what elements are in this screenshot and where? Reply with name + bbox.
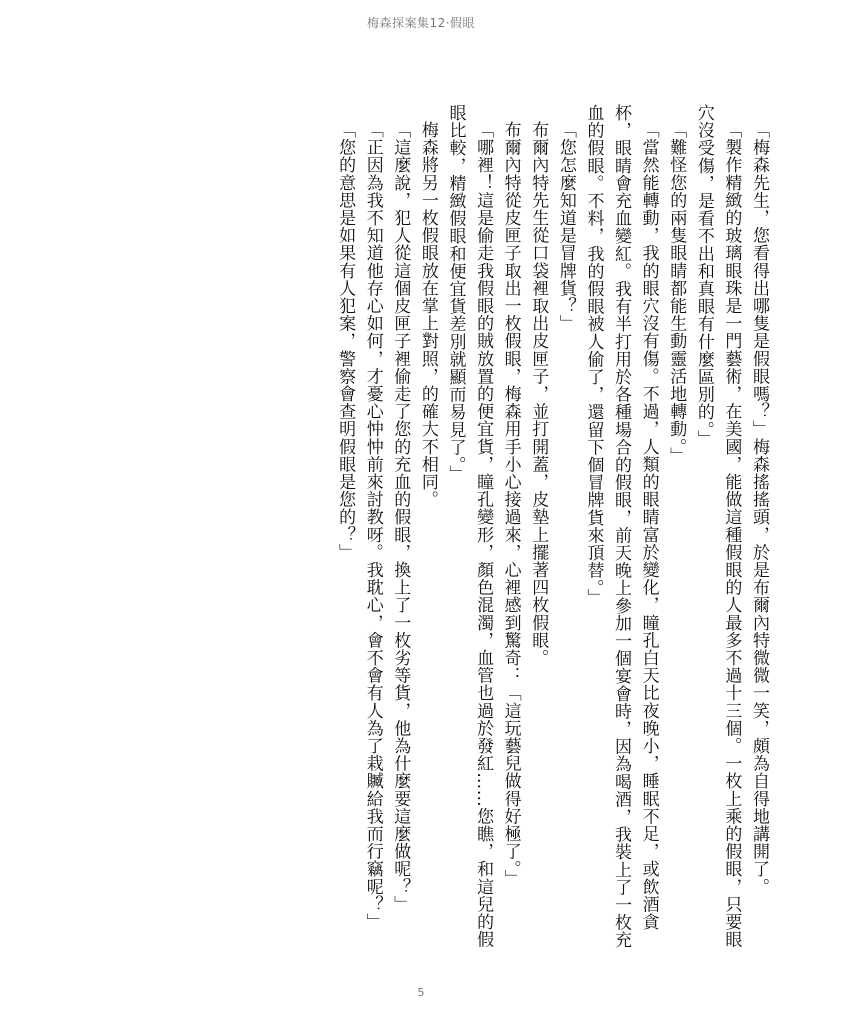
paragraph: 「難怪您的兩隻眼睛都能生動靈活地轉動。」 (666, 121, 687, 465)
vertical-text-body (122, 104, 772, 964)
running-header: 梅森探案集12·假眼 (366, 16, 476, 30)
paragraph: 「當然能轉動，我的眼穴沒有傷。不過，人類的眼睛富於變化，瞳孔白天比夜晚小，睡眠不足，或飲酒貪杯，眼睛會充血變紅。我有半打用於各種場合的假眼，前天晚上參加一個宴會時，因為喝酒，我裝上了一枚充血的假眼。不料，我的假眼被人偷了，還留下個冒牌貨來頂替。」 (583, 104, 659, 949)
paragraph: 梅森將另一枚假眼放在掌上對照，的確大不相同。 (417, 121, 438, 509)
paragraph: 「梅森先生，您看得出哪隻是假眼嗎？」梅森搖搖頭，於是布爾內特微微一笑，頗為自得地講開了。 (749, 121, 769, 896)
paragraph: 「您的意思是如果有人犯案，警察會查明假眼是您的？」 (335, 121, 356, 561)
paragraph: 布爾內特從皮匣子取出一枚假眼，梅森用手小心接過來，心裡感到驚奇：「這玩藝兒做得好極了。」 (500, 121, 521, 887)
paragraph: 「製作精緻的玻璃眼珠是一門藝術，在美國，能做這種假眼的人最多不過十三個。一枚上乘的假眼，只要眼穴沒受傷，是看不出和真眼有什麼區別的。」 (693, 104, 742, 949)
paragraph: 布爾內特先生從口袋裡取出皮匣子，並打開蓋，皮墊上擺著四枚假眼。 (528, 121, 549, 667)
page-number: 5 (417, 986, 425, 999)
paragraph: 「這麼說，犯人從這個皮匣子裡偷走了您的充血的假眼，換上了一枚劣等貨，他為什麼要這麼做呢？」 (390, 121, 411, 913)
paragraph: 「您怎麼知道是冒牌貨？」 (555, 121, 576, 333)
paragraph: 「正因為我不知道他存心如何，才憂心忡忡前來討教呀。我耽心，會不會有人為了栽贓給我而行竊呢？」 (362, 121, 383, 931)
paragraph: 「哪裡！這是偷走我假眼的賊放置的便宜貨，瞳孔變形，顏色混濁，血管也過於發紅……您瞧，和這兒的假眼比較，精緻假眼和便宜貨差別就顯而易見了。」 (445, 104, 494, 949)
